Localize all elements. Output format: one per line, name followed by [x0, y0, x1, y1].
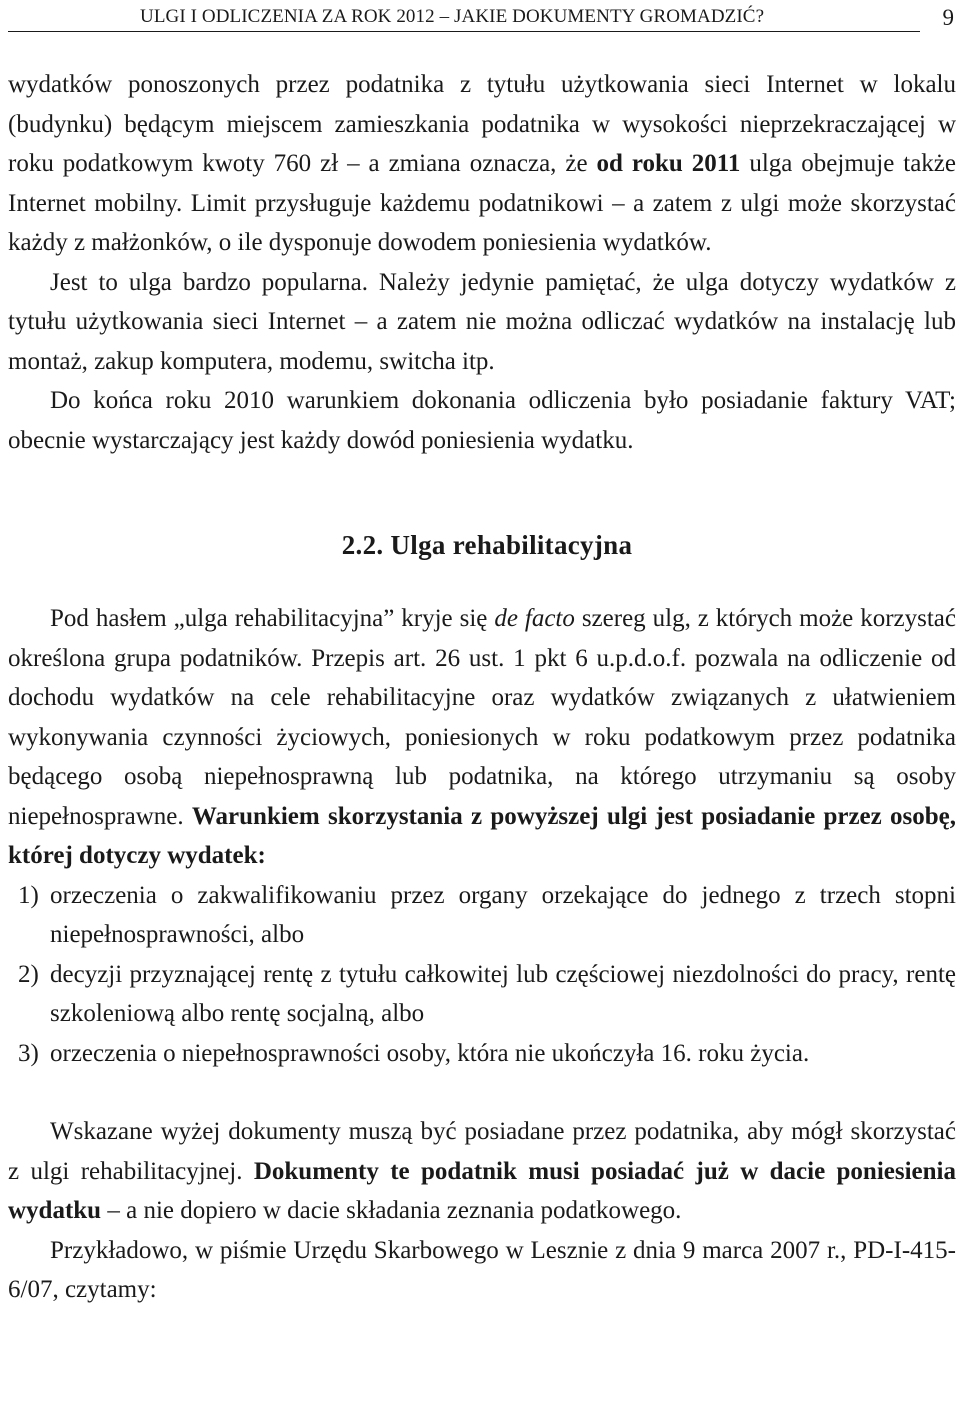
paragraph-text: wydatków ponoszonych przez podatnika z tytułu użytkowania sieci Internet w lokalu (budynku) będącym miejscem zamieszkania podatnika w wysokości nieprzekraczającej w roku podatkowym kwoty 760 zł – a zmiana oznacza, że: [8, 71, 956, 177]
running-header-title: ULGI I ODLICZENIA ZA ROK 2012 – JAKIE DOKUMENTY GROMADZIĆ?: [140, 6, 765, 27]
paragraph-text: Pod hasłem „ulga rehabilitacyjna” kryje się: [50, 605, 495, 632]
document-list: [8, 876, 956, 1074]
paragraph-popularity: Jest to ulga bardzo popularna. Należy jedynie pamiętać, że ulga dotyczy wydatków z tytułu użytkowania sieci Internet – a zatem nie można odliczać wydatków na instalację lub montaż, zakup komputera, modemu, switcha itp.: [8, 268, 956, 375]
spacer: [8, 460, 956, 525]
paragraph-text: – a nie dopiero w dacie składania zeznania podatkowego.: [101, 1197, 682, 1224]
paragraph-text: ulga obejmuje także Internet mobilny. Limit przysługuje każdemu podatnikowi – a zatem z ulgi może skorzystać każdy z małżonków, o ile dysponuje dowodem poniesienia wydatków.: [8, 150, 956, 256]
spacer: [8, 1073, 956, 1112]
paragraph-internet-relief: [8, 65, 956, 263]
list-item: [8, 876, 956, 955]
paragraph-text: Wskazane wyżej dokumenty muszą być posiadane przez podatnika, aby mógł skorzystać z ulgi rehabilitacyjnej.: [8, 1118, 956, 1185]
section-heading: 2.2. Ulga rehabilitacyjna: [341, 530, 633, 560]
paragraph-documents-timing: [8, 1112, 956, 1231]
paragraph-rehab-relief: [8, 599, 956, 876]
running-header: [8, 0, 960, 36]
emphasis-text: Warunkiem skorzystania z powyższej ulgi jest posiadanie przez osobę, której dotyczy wydatek:: [8, 802, 957, 869]
spacer: [8, 565, 956, 599]
page-body: [8, 65, 956, 1310]
paragraph-tax-office-example: Przykładowo, w piśmie Urzędu Skarbowego w Lesznie z dnia 9 marca 2007 r., PD-I-415-6/07, czytamy:: [8, 1236, 956, 1303]
list-text: decyzji przyznającej rentę z tytułu całkowitej lub częściowej niezdolności do pracy, rentę szkoleniową albo rentę socjalną, albo: [50, 960, 956, 1027]
page-number: 9: [942, 5, 954, 30]
header-rule: [8, 31, 920, 32]
list-number: 2): [18, 960, 39, 988]
emphasis-text: od roku 2011: [596, 150, 741, 177]
paragraph-vat-invoice: Do końca roku 2010 warunkiem dokonania odliczenia było posiadanie faktury VAT; obecnie wystarczający jest każdy dowód poniesienia wydatku.: [8, 387, 956, 454]
emphasis-text: Dokumenty te podatnik musi posiadać już w dacie poniesienia wydatku: [8, 1157, 957, 1224]
list-text: orzeczenia o niepełnosprawności osoby, która nie ukończyła 16. roku życia.: [50, 1039, 810, 1067]
list-number: 1): [18, 881, 39, 909]
italic-term: de facto: [494, 605, 575, 632]
list-text: orzeczenia o zakwalifikowaniu przez organy orzekające do jednego z trzech stopni niepełnosprawności, albo: [50, 881, 956, 948]
list-number: 3): [18, 1039, 39, 1067]
paragraph-text: szereg ulg, z których może korzystać określona grupa podatników. Przepis art. 26 ust. 1 pkt 6 u.p.d.o.f. pozwala na odliczenie od dochodu wydatków na cele rehabilitacyjne oraz wydatków związanych z ułatwieniem wykonywania czynności życiowych, poniesionych w roku podatkowym przez podatnika będącego osobą niepełnosprawną lub podatnika, na którego utrzymaniu są osoby niepełnosprawne.: [8, 605, 957, 830]
list-item: [8, 955, 956, 1034]
list-item: [8, 1034, 956, 1074]
